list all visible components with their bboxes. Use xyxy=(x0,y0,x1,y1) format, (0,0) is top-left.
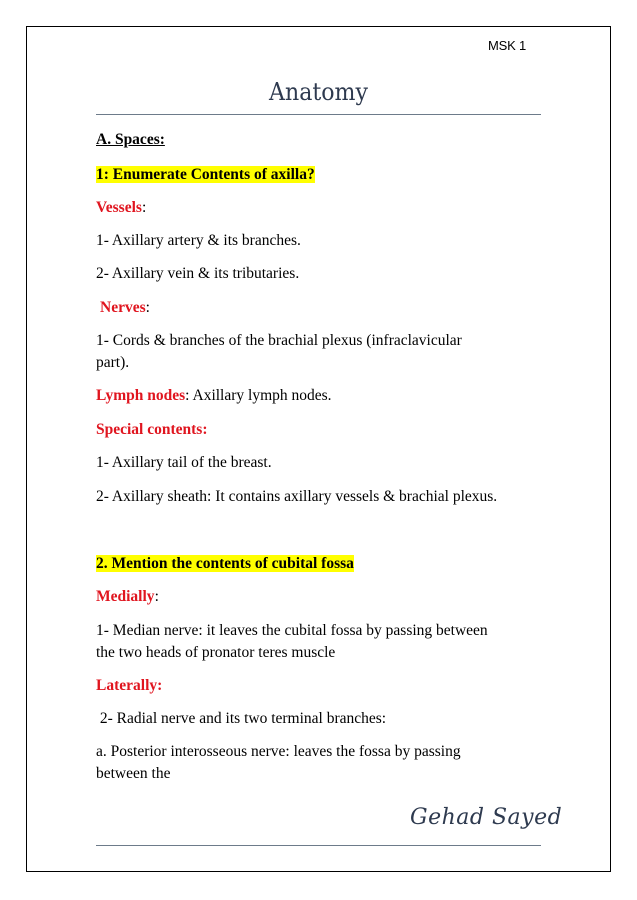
question-2 xyxy=(96,555,354,573)
medially-label: Medially xyxy=(96,588,155,605)
list-item: 1- Median nerve: it leaves the cubital fossa by passing between xyxy=(96,622,488,639)
lymph-nodes-line xyxy=(96,387,332,405)
laterally-heading: Laterally: xyxy=(96,677,163,694)
nerves-heading xyxy=(100,299,150,317)
page-title: Anatomy xyxy=(269,78,368,106)
question-1 xyxy=(96,166,315,184)
lymph-nodes-text: : Axillary lymph nodes. xyxy=(185,387,332,404)
list-item: 2- Axillary sheath: It contains axillary vessels & brachial plexus. xyxy=(96,488,498,505)
nerves-label: Nerves xyxy=(100,299,146,316)
header-divider xyxy=(96,114,541,115)
list-item: 1- Cords & branches of the brachial plexus (infraclavicular xyxy=(96,332,462,349)
list-item: a. Posterior interosseous nerve: leaves the fossa by passing xyxy=(96,743,461,760)
vessels-label: Vessels xyxy=(96,199,142,216)
question-2-text: 2. Mention the contents of cubital fossa xyxy=(96,555,354,572)
medially-heading xyxy=(96,588,159,606)
vessels-heading xyxy=(96,199,146,217)
footer-divider xyxy=(96,845,541,846)
list-item: 2- Axillary vein & its tributaries. xyxy=(96,265,300,282)
header-code: MSK 1 xyxy=(488,38,527,53)
list-item-continued: between the xyxy=(96,765,171,782)
special-contents-heading: Special contents: xyxy=(96,421,208,438)
question-1-text: 1: Enumerate Contents of axilla? xyxy=(96,166,315,183)
list-item: 2- Radial nerve and its two terminal branches: xyxy=(96,710,387,727)
list-item-continued: part). xyxy=(96,354,130,371)
author-signature: Gehad Sayed xyxy=(410,805,563,830)
list-item: 1- Axillary artery & its branches. xyxy=(96,232,301,249)
section-heading: A. Spaces: xyxy=(96,131,165,148)
list-item-continued: the two heads of pronator teres muscle xyxy=(96,644,336,661)
colon: : xyxy=(141,199,147,216)
list-item: 1- Axillary tail of the breast. xyxy=(96,454,272,471)
colon: : xyxy=(145,299,150,316)
lymph-nodes-label: Lymph nodes xyxy=(96,387,186,404)
colon: : xyxy=(154,588,159,605)
